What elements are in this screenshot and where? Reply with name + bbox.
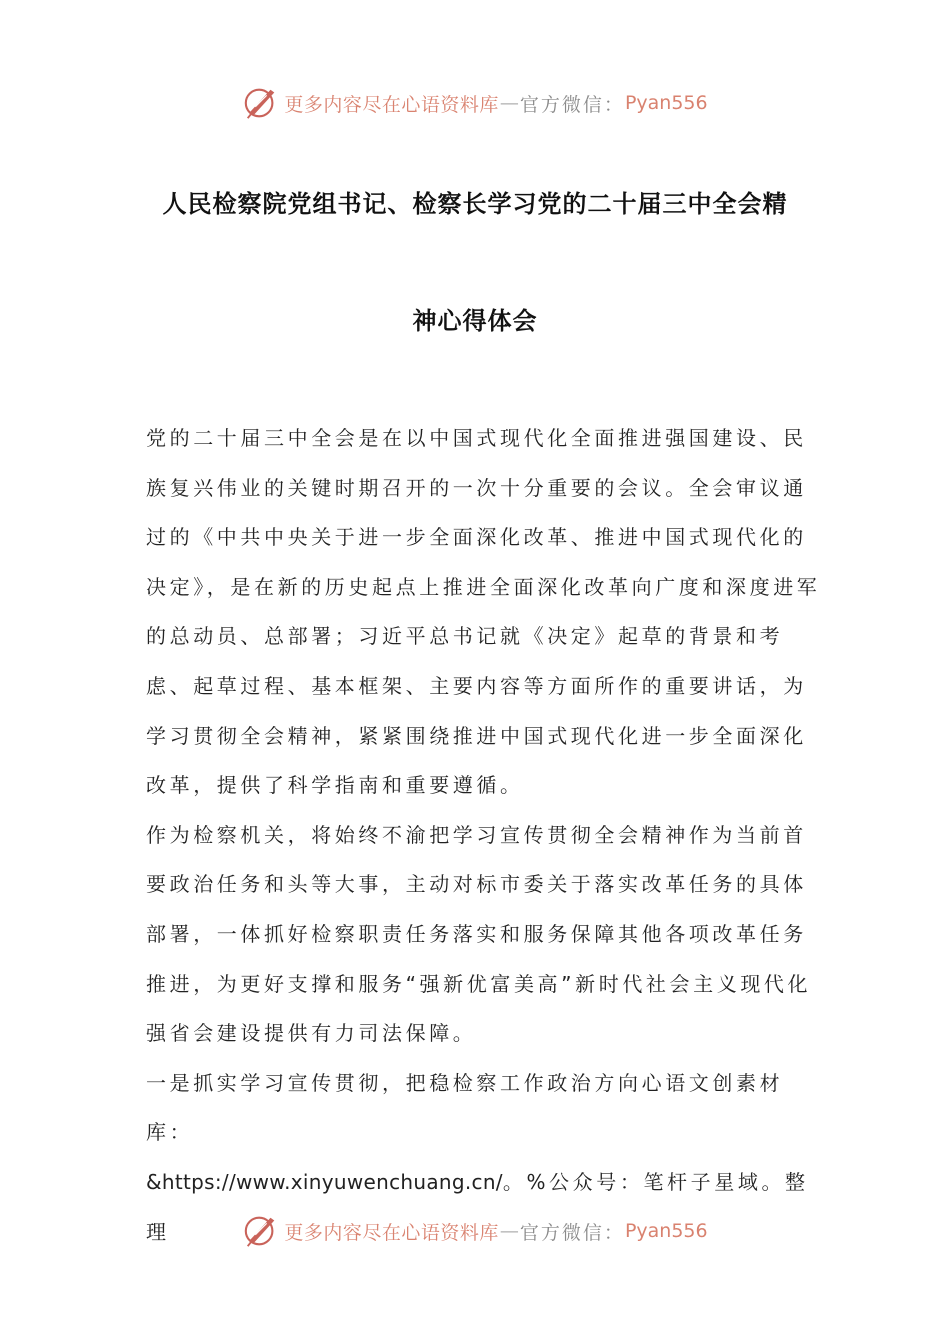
source-link[interactable]: &https://www.xinyuwenchuang.cn/ (146, 1169, 503, 1194)
paragraph-tail: 。%公众号：笔杆子星域。整理 (146, 1169, 809, 1244)
banner-wechat-id: Pyan556 (624, 92, 708, 114)
banner-dash: — (499, 92, 519, 114)
banner-official-label: 官方微信： (519, 1221, 625, 1244)
banner-slogan: 更多内容尽在心语资料库 (284, 1221, 499, 1244)
banner-slogan: 更多内容尽在心语资料库 (284, 93, 499, 116)
document-title-line-1: 人民检察院党组书记、检察长学习党的二十届三中全会精 (162, 190, 788, 218)
header-banner (0, 78, 950, 128)
banner-official-label: 官方微信： (519, 93, 625, 116)
banner-wechat-id: Pyan556 (624, 1220, 708, 1242)
paragraph: 作为检察机关，将始终不渝把学习宣传贯彻全会精神作为当前首要政治任务和头等大事，主动对标市委关于落实改革任务的具体部署，一体抓好检察职责任务落实和服务保障其他各项改革任务推进，为更好支撑和服务“强新优富美高”新时代社会主义现代化强省会建设提供有力司法保障。 (146, 822, 812, 1046)
paragraph: 党的二十届三中全会是在以中国式现代化全面推进强国建设、民族复兴伟业的关键时期召开的一次十分重要的会议。全会审议通过的《中共中央关于进一步全面深化改革、推进中国式现代化的决定》，是在新的历史起点上推进全面深化改革向广度和深度进军的总动员、总部署；习近平总书记就《决定》起草的背景和考虑、起草过程、基本框架、主要内容等方面所作的重要讲话，为学习贯彻全会精神，紧紧围绕推进中国式现代化进一步全面深化改革，提供了科学指南和重要遵循。 (146, 426, 821, 798)
quill-pen-logo-icon (242, 1212, 280, 1250)
document-body (146, 414, 826, 1257)
document-title-line-2: 神心得体会 (412, 307, 538, 335)
banner-dash: — (499, 1220, 519, 1242)
paragraph: 一是抓实学习宣传贯彻，把稳检察工作政治方向心语文创素材库： (146, 1070, 784, 1145)
quill-pen-logo-icon (242, 84, 280, 122)
footer-banner (0, 1206, 950, 1256)
